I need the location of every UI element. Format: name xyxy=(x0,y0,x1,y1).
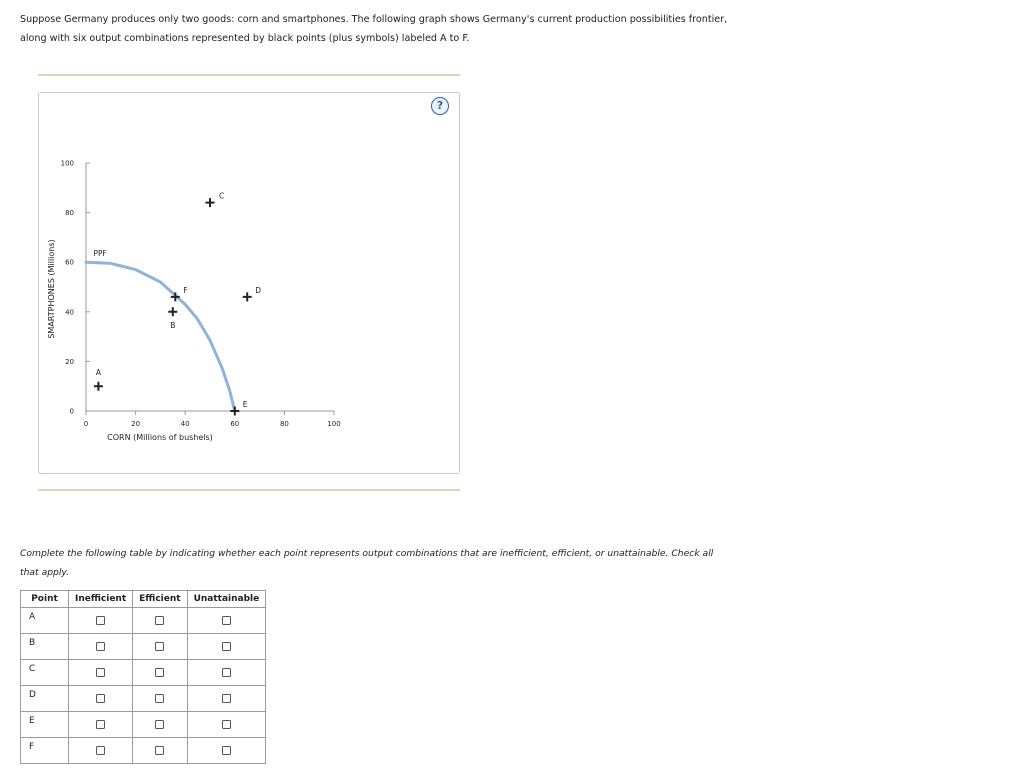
x-tick-label: 60 xyxy=(230,420,240,428)
intro-line-2: along with six output combinations represented by black points (plus symbols) labeled A to F. xyxy=(20,32,470,44)
row-point-label: B xyxy=(21,634,69,660)
checkbox-efficient[interactable] xyxy=(155,616,164,625)
instructions-line-1: Complete the following table by indicating whether each point represents output combinations that are inefficient, efficient, or unattainable. Check all xyxy=(20,548,714,559)
cell-inefficient xyxy=(69,608,133,634)
cell-unattainable xyxy=(187,738,266,764)
cell-unattainable xyxy=(187,686,266,712)
instructions-line-2: that apply. xyxy=(20,567,70,578)
checkbox-efficient[interactable] xyxy=(155,720,164,729)
checkbox-efficient[interactable] xyxy=(155,642,164,651)
x-tick-label: 20 xyxy=(131,420,141,428)
help-icon[interactable]: ? xyxy=(431,97,449,115)
header-point: Point xyxy=(21,591,69,608)
cell-efficient xyxy=(133,712,187,738)
cell-inefficient xyxy=(69,686,133,712)
table-row xyxy=(21,634,266,660)
y-tick-label: 80 xyxy=(65,209,74,218)
checkbox-unattainable[interactable] xyxy=(222,616,231,625)
checkbox-efficient[interactable] xyxy=(155,694,164,703)
table-header-row xyxy=(21,591,266,608)
cell-unattainable xyxy=(187,712,266,738)
point-a-label: A xyxy=(95,368,101,378)
y-tick-label: 60 xyxy=(65,258,74,267)
checkbox-efficient[interactable] xyxy=(155,746,164,755)
point-d-marker xyxy=(243,292,252,301)
cell-unattainable xyxy=(187,608,266,634)
cell-efficient xyxy=(133,686,187,712)
point-f-label: F xyxy=(183,285,188,295)
header-efficient: Efficient xyxy=(133,591,187,608)
x-tick-label: 40 xyxy=(180,420,190,428)
table-row xyxy=(21,738,266,764)
intro-line-1: Suppose Germany produces only two goods: corn and smartphones. The following graph shows Germany's current production possibilities frontier, xyxy=(20,14,728,25)
checkbox-inefficient[interactable] xyxy=(96,642,105,651)
cell-unattainable xyxy=(187,634,266,660)
point-d-label: D xyxy=(255,285,261,295)
classification-table xyxy=(20,590,266,764)
checkbox-inefficient[interactable] xyxy=(96,694,105,703)
cell-unattainable xyxy=(187,660,266,686)
x-tick-label: 0 xyxy=(83,420,89,428)
checkbox-inefficient[interactable] xyxy=(96,720,105,729)
checkbox-unattainable[interactable] xyxy=(222,694,231,703)
header-inefficient: Inefficient xyxy=(69,591,133,608)
x-tick-label: 80 xyxy=(279,420,289,428)
checkbox-inefficient[interactable] xyxy=(96,668,105,677)
y-tick-label: 0 xyxy=(69,407,74,416)
row-point-label: C xyxy=(21,660,69,686)
row-point-label: F xyxy=(21,738,69,764)
checkbox-efficient[interactable] xyxy=(155,668,164,677)
checkbox-unattainable[interactable] xyxy=(222,668,231,677)
point-e-label: E xyxy=(242,400,248,409)
y-axis-title: SMARTPHONES (Millions) xyxy=(47,239,56,339)
point-a-marker xyxy=(94,382,103,391)
table-row xyxy=(21,608,266,634)
table-row xyxy=(21,712,266,738)
y-tick-label: 100 xyxy=(60,159,74,168)
checkbox-inefficient[interactable] xyxy=(96,616,105,625)
checkbox-inefficient[interactable] xyxy=(96,746,105,755)
row-point-label: D xyxy=(21,686,69,712)
y-tick-label: 20 xyxy=(65,357,74,366)
cell-efficient xyxy=(133,634,187,660)
table-row xyxy=(21,686,266,712)
point-e-marker xyxy=(230,407,239,416)
y-tick-label: 40 xyxy=(65,308,74,317)
checkbox-unattainable[interactable] xyxy=(222,746,231,755)
cell-inefficient xyxy=(69,712,133,738)
table-row xyxy=(21,660,266,686)
cell-inefficient xyxy=(69,660,133,686)
ppf-curve xyxy=(86,262,235,411)
bottom-divider xyxy=(38,489,460,491)
cell-efficient xyxy=(133,660,187,686)
cell-inefficient xyxy=(69,634,133,660)
x-tick-label: 100 xyxy=(327,420,341,428)
point-c-label: C xyxy=(219,191,225,201)
table-instructions xyxy=(20,544,740,582)
point-b-label: B xyxy=(170,320,176,330)
checkbox-unattainable[interactable] xyxy=(222,642,231,651)
cell-inefficient xyxy=(69,738,133,764)
point-b-marker xyxy=(168,307,177,316)
row-point-label: A xyxy=(21,608,69,634)
cell-efficient xyxy=(133,608,187,634)
cell-efficient xyxy=(133,738,187,764)
x-axis-title: CORN (Millions of bushels) xyxy=(107,433,213,442)
row-point-label: E xyxy=(21,712,69,738)
point-c-marker xyxy=(206,198,215,207)
ppf-label: PPF xyxy=(93,249,107,259)
header-unattainable: Unattainable xyxy=(187,591,266,608)
checkbox-unattainable[interactable] xyxy=(222,720,231,729)
